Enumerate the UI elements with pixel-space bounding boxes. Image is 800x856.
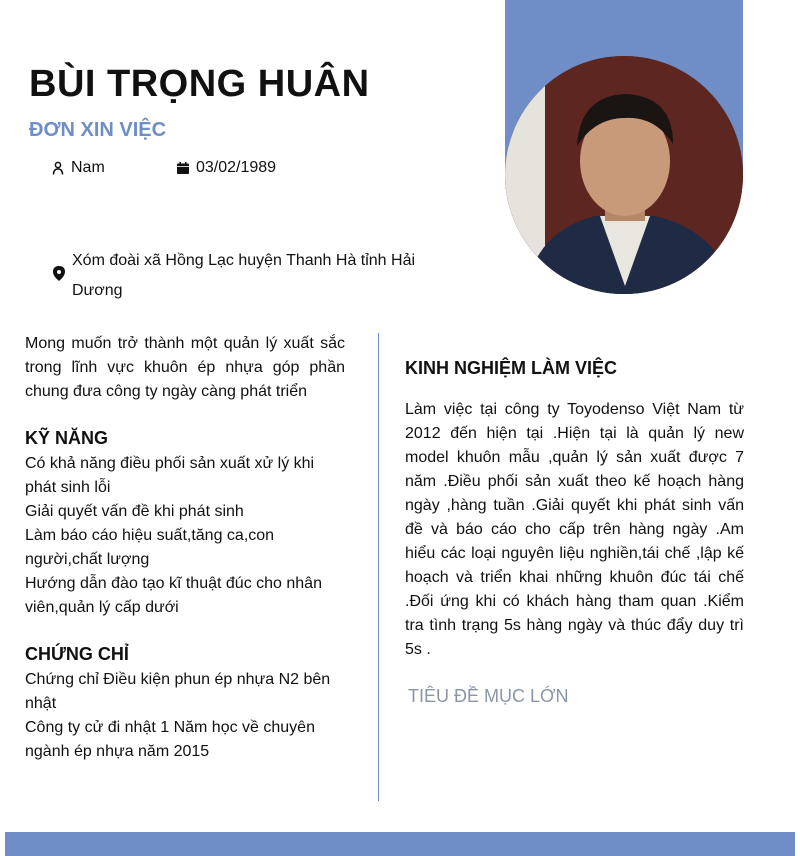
skills-heading: KỸ NĂNG — [25, 428, 109, 448]
career-objective: Mong muốn trở thành một quản lý xuất sắc trong lĩnh vực khuôn ép nhựa góp phần chung đưa công ty ngày càng phát triển — [25, 335, 345, 400]
right-column — [405, 356, 744, 708]
profile-photo — [505, 56, 743, 294]
left-column — [25, 332, 345, 764]
certificate-item: Chứng chỉ Điều kiện phun ép nhựa N2 bên nhật — [25, 671, 331, 712]
skill-item: Làm báo cáo hiệu suất,tăng ca,con người,chất lượng — [25, 527, 275, 568]
experience-heading: KINH NGHIỆM LÀM VIỆC — [405, 358, 618, 378]
gender-value: Nam — [71, 159, 105, 176]
address-line-2: Dương — [72, 282, 123, 299]
gender-field — [51, 159, 105, 177]
column-divider — [378, 333, 379, 801]
location-pin-icon — [53, 266, 65, 286]
address — [72, 246, 415, 306]
person-icon — [51, 161, 65, 175]
document-subtitle: ĐƠN XIN VIỆC — [29, 119, 167, 141]
skill-item: Có khả năng điều phối sản xuất xử lý khi phát sinh lỗi — [25, 455, 315, 496]
experience-text: Làm việc tại công ty Toyodenso Việt Nam từ 2012 đến hiện tại .Hiện tại là quản lý new model khuôn mẫu ,quản lý sản xuất được 7 năm .Điều phối sản xuất theo kế hoạch hàng ngày ,hàng tuần .Giải quyết khi phát sinh vấn đề và báo cáo cho cấp trên hàng ngày .Am hiểu các loại nguyên liệu nghiền,tái chế ,lập kế hoạch và triển khai những khuôn đúc tái chế .Đối ứng khi có khách hàng tham quan .Kiểm tra tình trạng 5s hàng ngày và thúc đẩy duy trì 5s . — [405, 401, 744, 658]
birthdate-value: 03/02/1989 — [196, 159, 277, 176]
candidate-name: BÙI TRỌNG HUÂN — [29, 63, 370, 105]
skill-item: Giải quyết vấn đề khi phát sinh — [25, 503, 244, 520]
section-title-placeholder: TIÊU ĐỀ MỤC LỚN — [408, 686, 569, 706]
birthdate-field — [176, 159, 276, 177]
skill-item: Hướng dẫn đào tạo kĩ thuật đúc cho nhân viên,quản lý cấp dưới — [25, 575, 322, 616]
footer-bar — [5, 832, 795, 856]
certificates-heading: CHỨNG CHỈ — [25, 644, 129, 664]
calendar-icon — [176, 161, 190, 175]
certificate-item: Công ty cử đi nhật 1 Năm học về chuyên ngành ép nhựa năm 2015 — [25, 719, 315, 760]
address-line-1: Xóm đoài xã Hồng Lạc huyện Thanh Hà tỉnh Hải — [72, 252, 416, 269]
